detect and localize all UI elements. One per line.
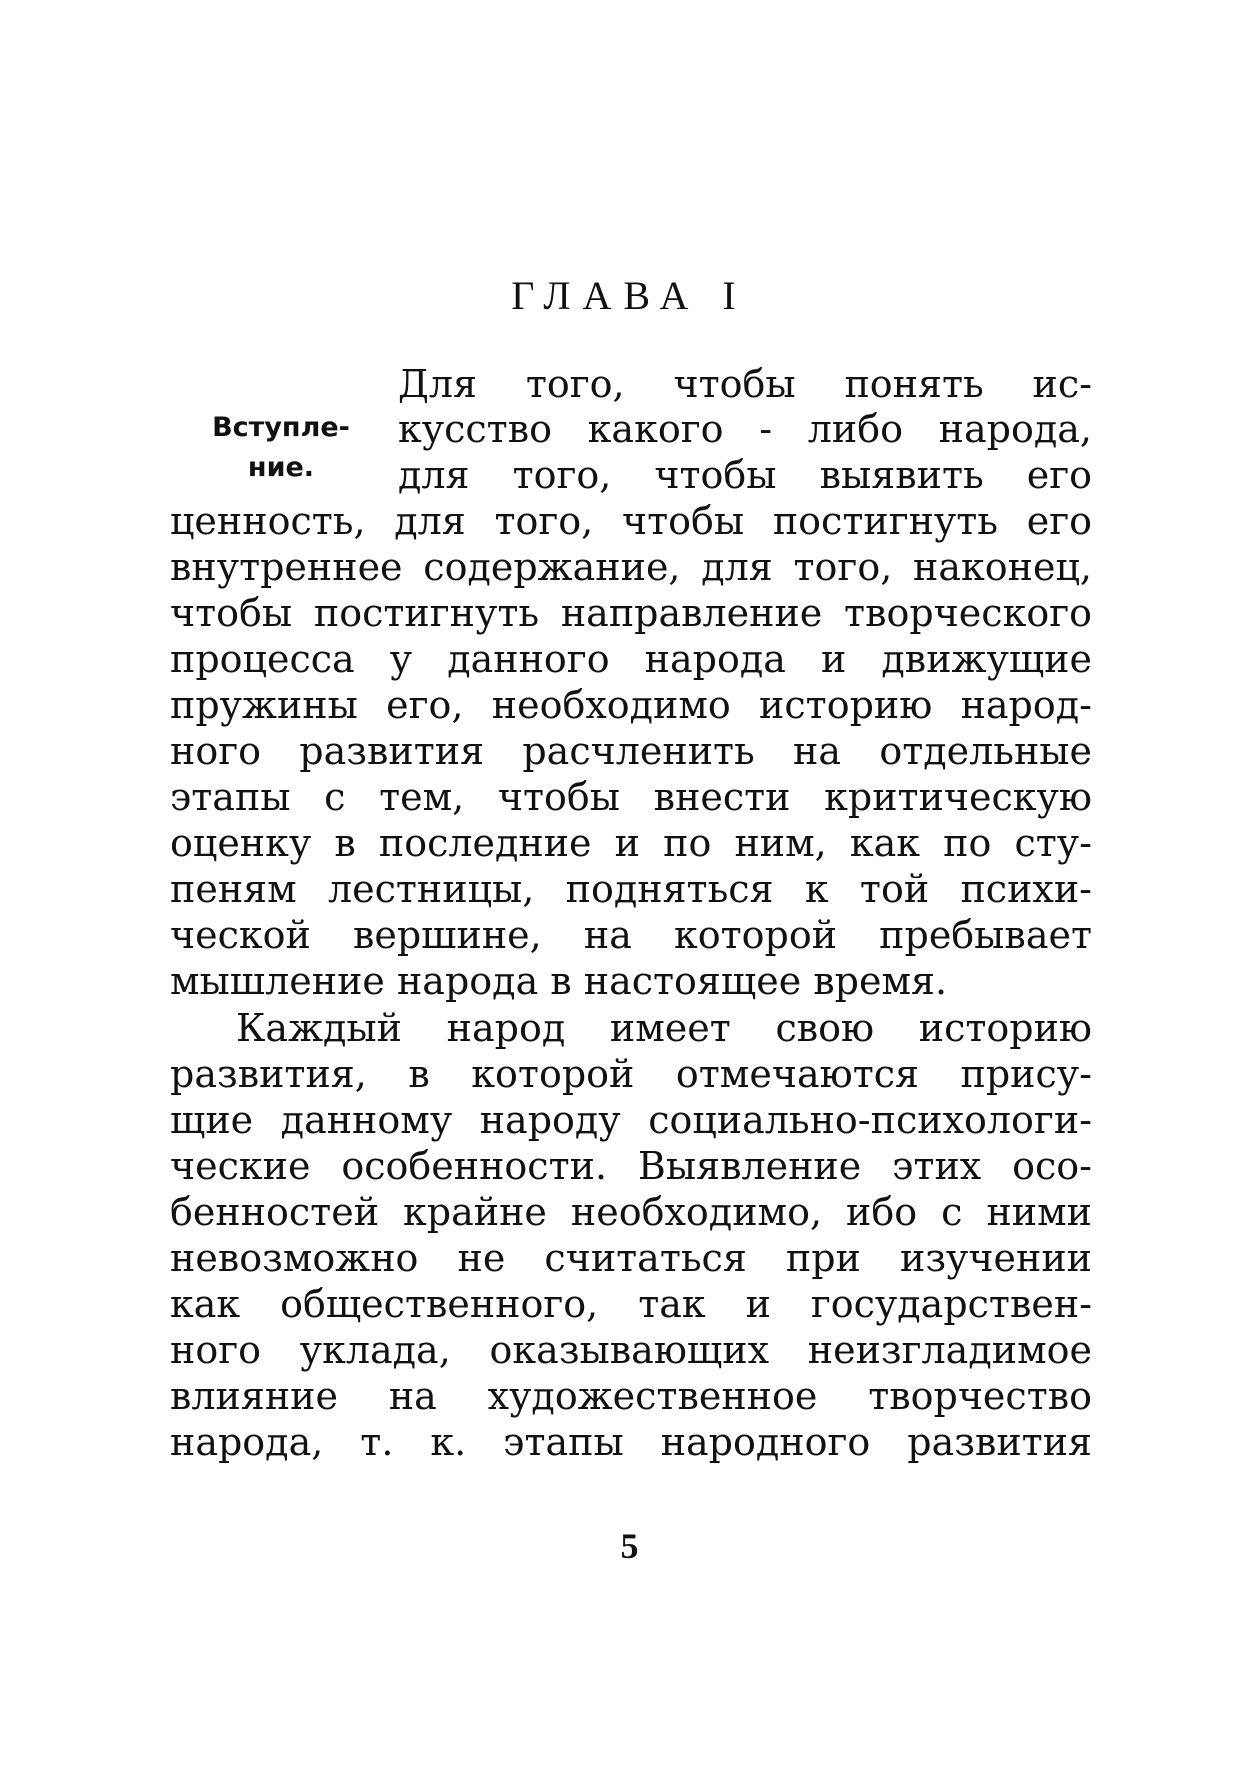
text-line: влияние на художественное творчество [170, 1374, 1092, 1418]
text-line: как общественного, так и государствен- [170, 1282, 1092, 1326]
text-line: ческой вершине, на которой пребывает [170, 913, 1092, 957]
text-line: невозможно не считаться при изучении [170, 1236, 1092, 1280]
text-line: развития, в которой отмечаются прису- [170, 1052, 1092, 1096]
text-line: внутреннее содержание, для того, наконец, [170, 545, 1092, 589]
text-line: ческие особенности. Выявление этих осо- [170, 1144, 1092, 1188]
text-line: ного уклада, оказывающих неизгладимое [170, 1328, 1092, 1372]
text-line: процесса у данного народа и движущие [170, 637, 1092, 681]
text-line: для того, чтобы выявить его [398, 453, 1092, 497]
text-line: ного развития расчленить на отдельные [170, 729, 1092, 773]
text-line: мышление народа в настоящее время. [170, 959, 948, 1003]
text-line: чтобы постигнуть направление творческого [170, 591, 1092, 635]
text-line: бенностей крайне необходимо, ибо с ними [170, 1190, 1092, 1234]
text-line: оценку в последние и по ним, как по сту- [170, 821, 1092, 865]
page-number: 5 [620, 1526, 639, 1566]
text-line: Для того, чтобы понять ис- [398, 362, 1092, 406]
text-line: щие данному народу социально-психологи- [170, 1098, 1092, 1142]
text-line: пеням лестницы, подняться к той психи- [170, 867, 1092, 911]
text-line: ценность, для того, чтобы постигнуть его [170, 499, 1092, 543]
text-line: этапы с тем, чтобы внести критическую [170, 775, 1092, 819]
text-line: народа, т. к. этапы народного развития [170, 1420, 1092, 1464]
text-line: Каждый народ имеет свою историю [236, 1006, 1092, 1050]
margin-note: Вступле-ние. [212, 412, 350, 483]
text-line: кусство какого - либо народа, [398, 407, 1092, 451]
chapter-title: ГЛАВА I [511, 273, 748, 318]
text-line: пружины его, необходимо историю народ- [170, 683, 1092, 727]
